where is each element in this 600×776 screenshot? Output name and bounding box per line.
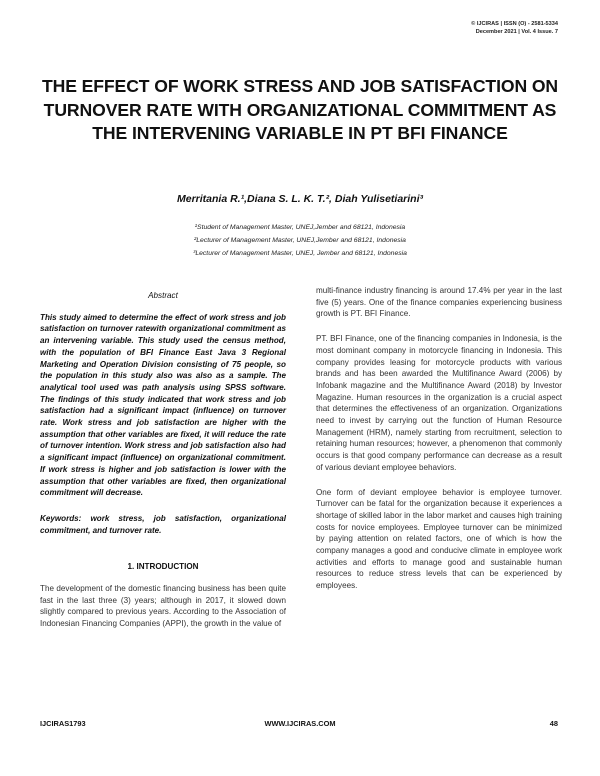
intro-paragraph: The development of the domestic financing business has been quite fast in the last three (3) years; although in 2017, it slowed down slightly compared to previous years. According to the Association of Indonesian Financing Companies (APPI), the growth in the value of: [40, 584, 286, 629]
body-paragraph: One form of deviant employee behavior is employee turnover. Turnover can be fatal for the organization because it experiences a shortage of skilled labor in the labor market and causes high training costs for novice employees. Employee turnover can be minimized by paying attention on related factors, one of which is how the company manages a good and conducive climate in employee work activities and efforts to manage good and sustainable human resources to reduce stress levels that can be experienced by employees.: [316, 487, 562, 591]
keywords: Keywords: work stress, job satisfaction, organizational commitment, and turnover rate.: [40, 513, 286, 535]
right-column: [316, 285, 562, 605]
journal-header-issue: December 2021 | Vol. 4 Issue. 7: [475, 29, 558, 35]
affiliation-3: ³Lecturer of Management Master, UNEJ, Jember and 68121, Indonesia: [193, 249, 407, 257]
affiliation-2: ²Lecturer of Management Master, UNEJ,Jember and 68121, Indonesia: [194, 236, 406, 244]
paper-title: THE EFFECT OF WORK STRESS AND JOB SATISFACTION ON TURNOVER RATE WITH ORGANIZATIONAL COMMITMENT AS THE INTERVENING VARIABLE IN PT BFI FINANCE: [41, 76, 559, 143]
journal-header-issn: © IJCIRAS | ISSN (O) - 2581-5334: [471, 21, 558, 27]
body-paragraph: PT. BFI Finance, one of the financing companies in Indonesia, is the most dominant company in motorcycle financing in Indonesia. This company provides leasing for motorcycle products with various brands and has been awarded the Multifinance Award (2006) by Infobank magazine and the Multifinance Award (2018) by Investor Magazine. Human resources in the organization is a crucial aspect that determines the effectiveness of an organization. Organizations need to invest by carrying out the function of Human Resource Management (HRM), namely starting from recruitment, selection to retaining human resources; however, a phenomenon that commonly occurs is that good company performance can decrease as a result of various deviant employee behaviors.: [316, 334, 562, 472]
body-paragraph: multi-finance industry financing is around 17.4% per year in the last five (5) years. One of the finance companies experiencing business growth is PT. BFI Finance.: [316, 286, 562, 319]
author-list: Merritania R.¹,Diana S. L. K. T.², Diah Yulisetiarini³: [176, 193, 424, 205]
abstract-heading: Abstract: [148, 291, 178, 300]
page-number: 48: [549, 719, 558, 728]
abstract-text: This study aimed to determine the effect of work stress and job satisfaction on turnover ratewith organizational commitment as an intervening variable. This study used the census method, with the population of BFI Finance East Java 3 Regional Marketing and Operation Division consisting of 75 people, so the population in this study also was also as a sample. The analytical tool used was path analysis using SPSS software. The findings of this study indicated that work stress and job satisfaction had a significant impact (influence) on turnover rate. Work stress and job satisfaction are higher with the assumption that other variables are fixed, it will reduce the rate of turnover intention. Work stress and job satisfaction also had a significant impact (influence) on organizational commitment. If work stress is higher and job satisfaction is lower with the assumption that other variables are fixed, then organizational commitment will decrease.: [40, 312, 286, 498]
section-heading-introduction: 1. INTRODUCTION: [127, 562, 199, 572]
left-column: [40, 290, 286, 630]
affiliations: [60, 222, 540, 260]
affiliation-1: ¹Student of Management Master, UNEJ,Jember and 68121, Indonesia: [194, 224, 406, 231]
footer-paper-id: IJCIRAS1793: [40, 719, 86, 728]
journal-header: [471, 20, 558, 36]
footer-website: WWW.IJCIRAS.COM: [264, 719, 336, 728]
